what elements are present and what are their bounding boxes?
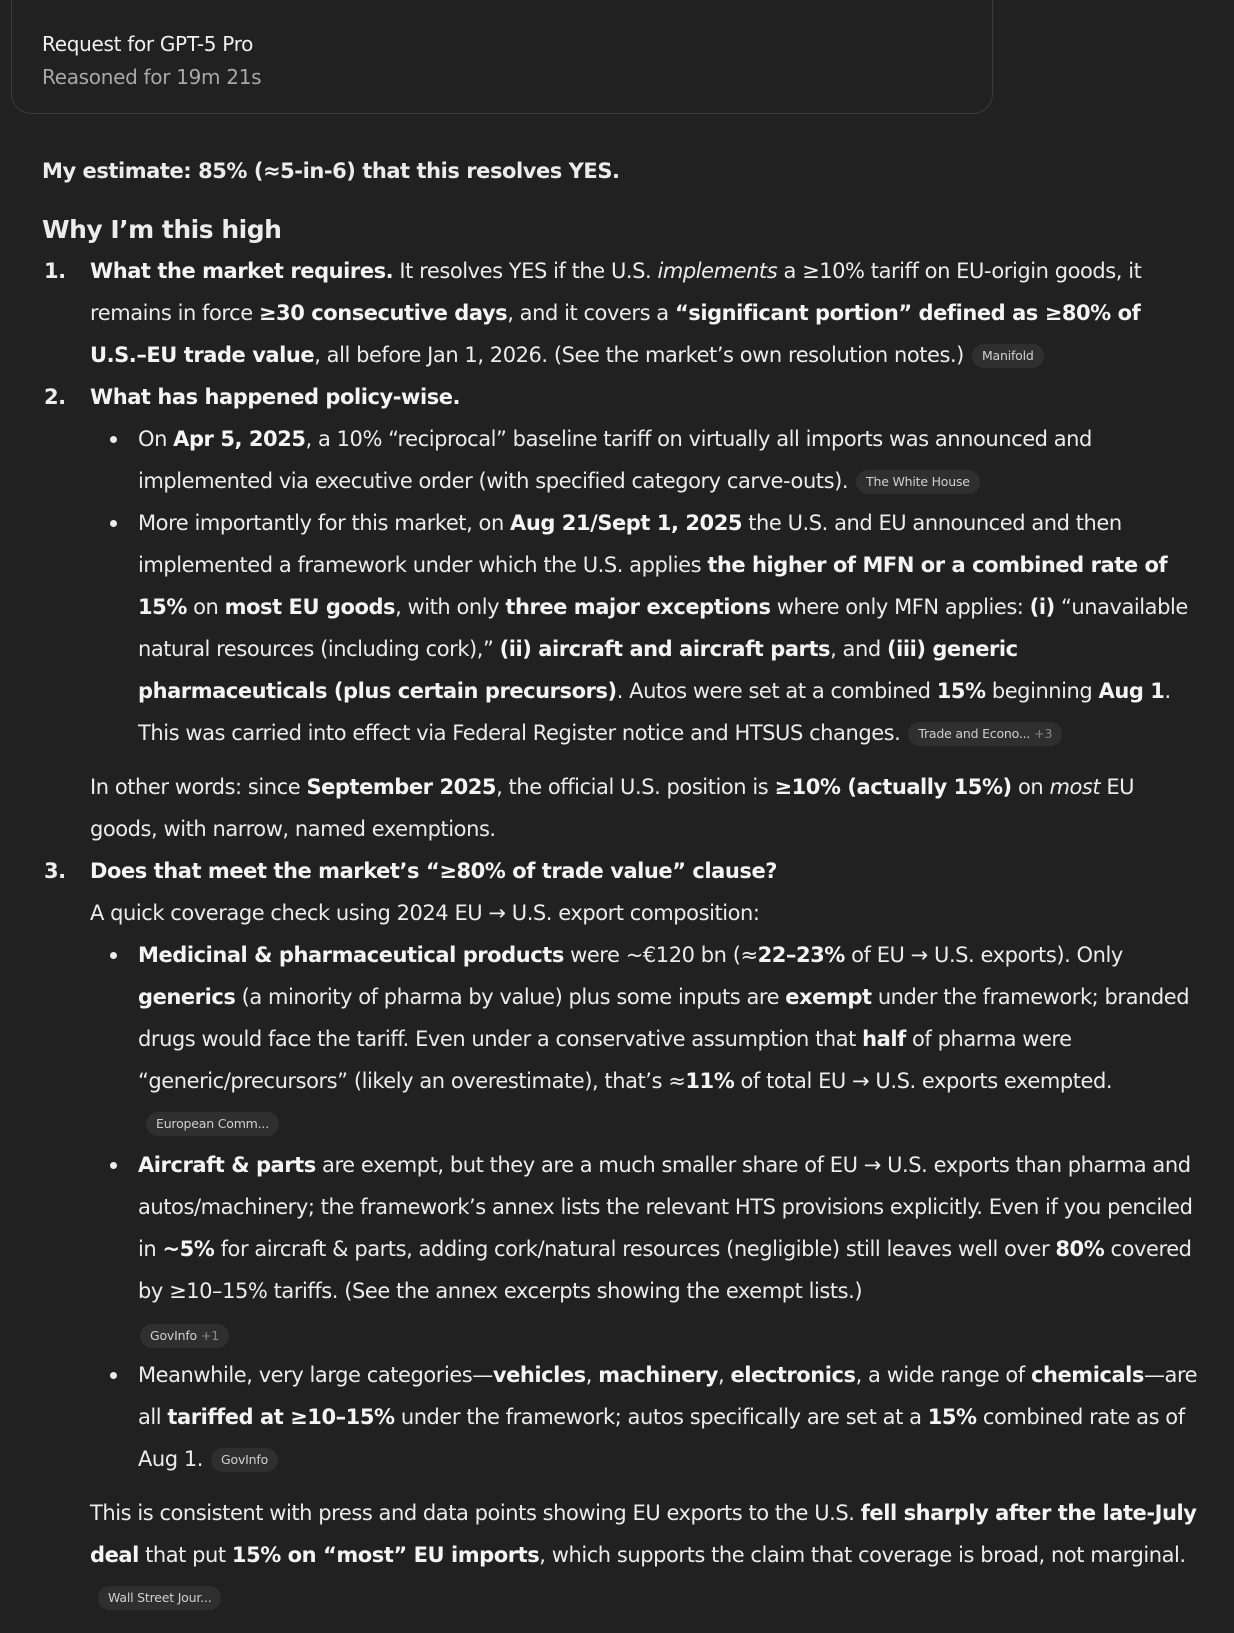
bold-text: Aug 21/Sept 1, 2025	[510, 511, 743, 535]
text: , with only	[395, 595, 506, 619]
coverage-bullets	[90, 934, 1202, 1480]
bold-text: chemicals	[1030, 1363, 1144, 1387]
bold-text: half	[862, 1027, 906, 1051]
bold-text: “significant portion” defined as ≥80% of U.S.–EU trade value	[90, 301, 1141, 367]
source-chip-wsj[interactable]: Wall Street Jour...	[98, 1586, 221, 1610]
bold-text: ≥10% (actually 15%)	[774, 775, 1012, 799]
text: of total EU → U.S. exports exempted.	[734, 1069, 1113, 1093]
text: It resolves YES if the U.S.	[393, 259, 658, 283]
text: under the framework; autos specifically are set at a	[394, 1405, 928, 1429]
request-title: Request for GPT-5 Pro	[42, 32, 254, 56]
reasoning-duration[interactable]: Reasoned for 19m 21s	[42, 65, 262, 89]
text: are exempt, but they are a much smaller share of EU → U.S. exports than pharma and autos/machinery; the framework’s annex lists the relevant HTS provisions explicitly. Even if you penciled in	[138, 1153, 1193, 1261]
bold-text: vehicles	[492, 1363, 586, 1387]
text: , and it covers a	[507, 301, 675, 325]
text: beginning	[985, 679, 1099, 703]
bold-text: 22–23%	[757, 943, 845, 967]
source-count: +3	[1034, 726, 1053, 741]
bold-text: 15%	[936, 679, 986, 703]
text: , the official U.S. position is	[496, 775, 775, 799]
bold-text: most EU goods	[224, 595, 396, 619]
text: where only MFN applies:	[770, 595, 1030, 619]
source-chip-european-commission[interactable]: European Comm...	[146, 1112, 279, 1136]
text: ,	[585, 1363, 599, 1387]
bullet-large-categories	[138, 1354, 1202, 1480]
bold-text: Aircraft & parts	[138, 1153, 316, 1177]
source-chip-manifold[interactable]: Manifold	[972, 344, 1044, 368]
text: (a minority of pharma by value) plus some inputs are	[235, 985, 786, 1009]
emphasis: implements	[657, 259, 778, 283]
bold-text: fell sharply after the late-July deal	[90, 1501, 1197, 1567]
text: that put	[138, 1543, 232, 1567]
bold-text: machinery	[598, 1363, 719, 1387]
bold-text: tariffed at ≥10–15%	[167, 1405, 395, 1429]
coverage-intro: A quick coverage check using 2024 EU → U.S. export composition:	[90, 901, 760, 925]
bullet-pharma	[138, 934, 1202, 1144]
source-label: Trade and Econo...	[918, 726, 1031, 741]
text: were ~€120 bn (≈	[563, 943, 758, 967]
text: , a wide range of	[855, 1363, 1031, 1387]
policy-bullets	[90, 418, 1202, 754]
text: EU goods, with narrow, named exemptions.	[90, 775, 1135, 841]
source-chip-trade-econ[interactable]	[908, 722, 1062, 746]
bold-text: (i)	[1029, 595, 1055, 619]
bold-text: (iii) generic pharmaceuticals (plus certain precursors)	[138, 637, 1018, 703]
conclusion-paragraph	[90, 1492, 1202, 1618]
text: under the framework; branded drugs would face the tariff. Even under a conservative assumption that	[138, 985, 1190, 1051]
text: This is consistent with press and data points showing EU exports to the U.S.	[90, 1501, 861, 1525]
text: on	[186, 595, 225, 619]
summary-paragraph	[90, 766, 1202, 850]
text: —are all	[138, 1363, 1198, 1429]
text: On	[138, 427, 174, 451]
text: , a 10% “reciprocal” baseline tariff on virtually all imports was announced and implemented via executive order (with specified category carve-outs).	[138, 427, 1092, 493]
bold-text: three major exceptions	[505, 595, 771, 619]
text: for aircraft & parts, adding cork/natural resources (negligible) still leaves well over	[214, 1237, 1056, 1261]
text: , all before Jan 1, 2026. (See the market’s own resolution notes.)	[314, 343, 964, 367]
bold-text: Medicinal & pharmaceutical products	[138, 943, 564, 967]
bold-text: Apr 5, 2025	[173, 427, 306, 451]
bold-text: September 2025	[306, 775, 497, 799]
source-chip-white-house[interactable]: The White House	[856, 470, 980, 494]
text: . Autos were set at a combined	[616, 679, 937, 703]
text: of EU → U.S. exports). Only	[844, 943, 1123, 967]
text: combined rate as of Aug 1.	[138, 1405, 1185, 1471]
request-card[interactable]	[11, 0, 993, 114]
emphasis: most	[1049, 775, 1101, 799]
estimate-line: My estimate: 85% (≈5-in-6) that this resolves YES.	[42, 159, 620, 183]
bold-text: ≥30 consecutive days	[258, 301, 508, 325]
item-title: Does that meet the market’s “≥80% of trade value” clause?	[90, 859, 777, 883]
bold-text: 11%	[685, 1069, 735, 1093]
item-title: What the market requires.	[90, 259, 394, 283]
bold-text: 15% on “most” EU imports	[231, 1543, 540, 1567]
source-chip-govinfo-2[interactable]: GovInfo	[211, 1448, 278, 1472]
bold-text: ~5%	[162, 1237, 215, 1261]
bold-text: 15%	[927, 1405, 977, 1429]
section-heading: Why I’m this high	[42, 215, 282, 244]
reason-item-3	[90, 850, 1202, 1618]
text: ,	[718, 1363, 731, 1387]
bullet-apr-2025	[138, 418, 1202, 502]
text: a ≥10% tariff on EU-origin goods, it remains in force	[90, 259, 1142, 325]
reasons-list	[42, 250, 1202, 1618]
item-title: What has happened policy-wise.	[90, 385, 461, 409]
bold-text: Aug 1	[1098, 679, 1165, 703]
text: Meanwhile, very large categories—	[138, 1363, 493, 1387]
bold-text: generics	[138, 985, 236, 1009]
bullet-aug-2025-framework	[138, 502, 1202, 754]
bullet-aircraft	[138, 1144, 1202, 1354]
text: on	[1011, 775, 1050, 799]
chip-row	[138, 1312, 1202, 1354]
text: of pharma were “generic/precursors” (likely an overestimate), that’s ≈	[138, 1027, 1072, 1093]
text: More importantly for this market, on	[138, 511, 511, 535]
source-count: +1	[201, 1328, 220, 1343]
bold-text: 80%	[1055, 1237, 1105, 1261]
text: . This was carried into effect via Federal Register notice and HTSUS changes.	[138, 679, 1171, 745]
bold-text: exempt	[785, 985, 872, 1009]
text: “unavailable natural resources (including cork),”	[138, 595, 1188, 661]
text: the U.S. and EU announced and then implemented a framework under which the U.S. applies	[138, 511, 1122, 577]
text: In other words: since	[90, 775, 307, 799]
reason-item-2	[90, 376, 1202, 850]
text: , which supports the claim that coverage is broad, not marginal.	[539, 1543, 1186, 1567]
response-body	[42, 150, 1202, 1618]
text: covered by ≥10–15% tariffs. (See the annex excerpts showing the exempt lists.)	[138, 1237, 1192, 1303]
bold-text: (ii) aircraft and aircraft parts	[499, 637, 831, 661]
text: , and	[830, 637, 887, 661]
bold-text: the higher of MFN or a combined rate of 15%	[138, 553, 1168, 619]
bold-text: electronics	[730, 1363, 856, 1387]
reason-item-1	[90, 250, 1202, 376]
source-label: GovInfo	[150, 1328, 197, 1343]
source-chip-govinfo[interactable]	[140, 1324, 229, 1348]
